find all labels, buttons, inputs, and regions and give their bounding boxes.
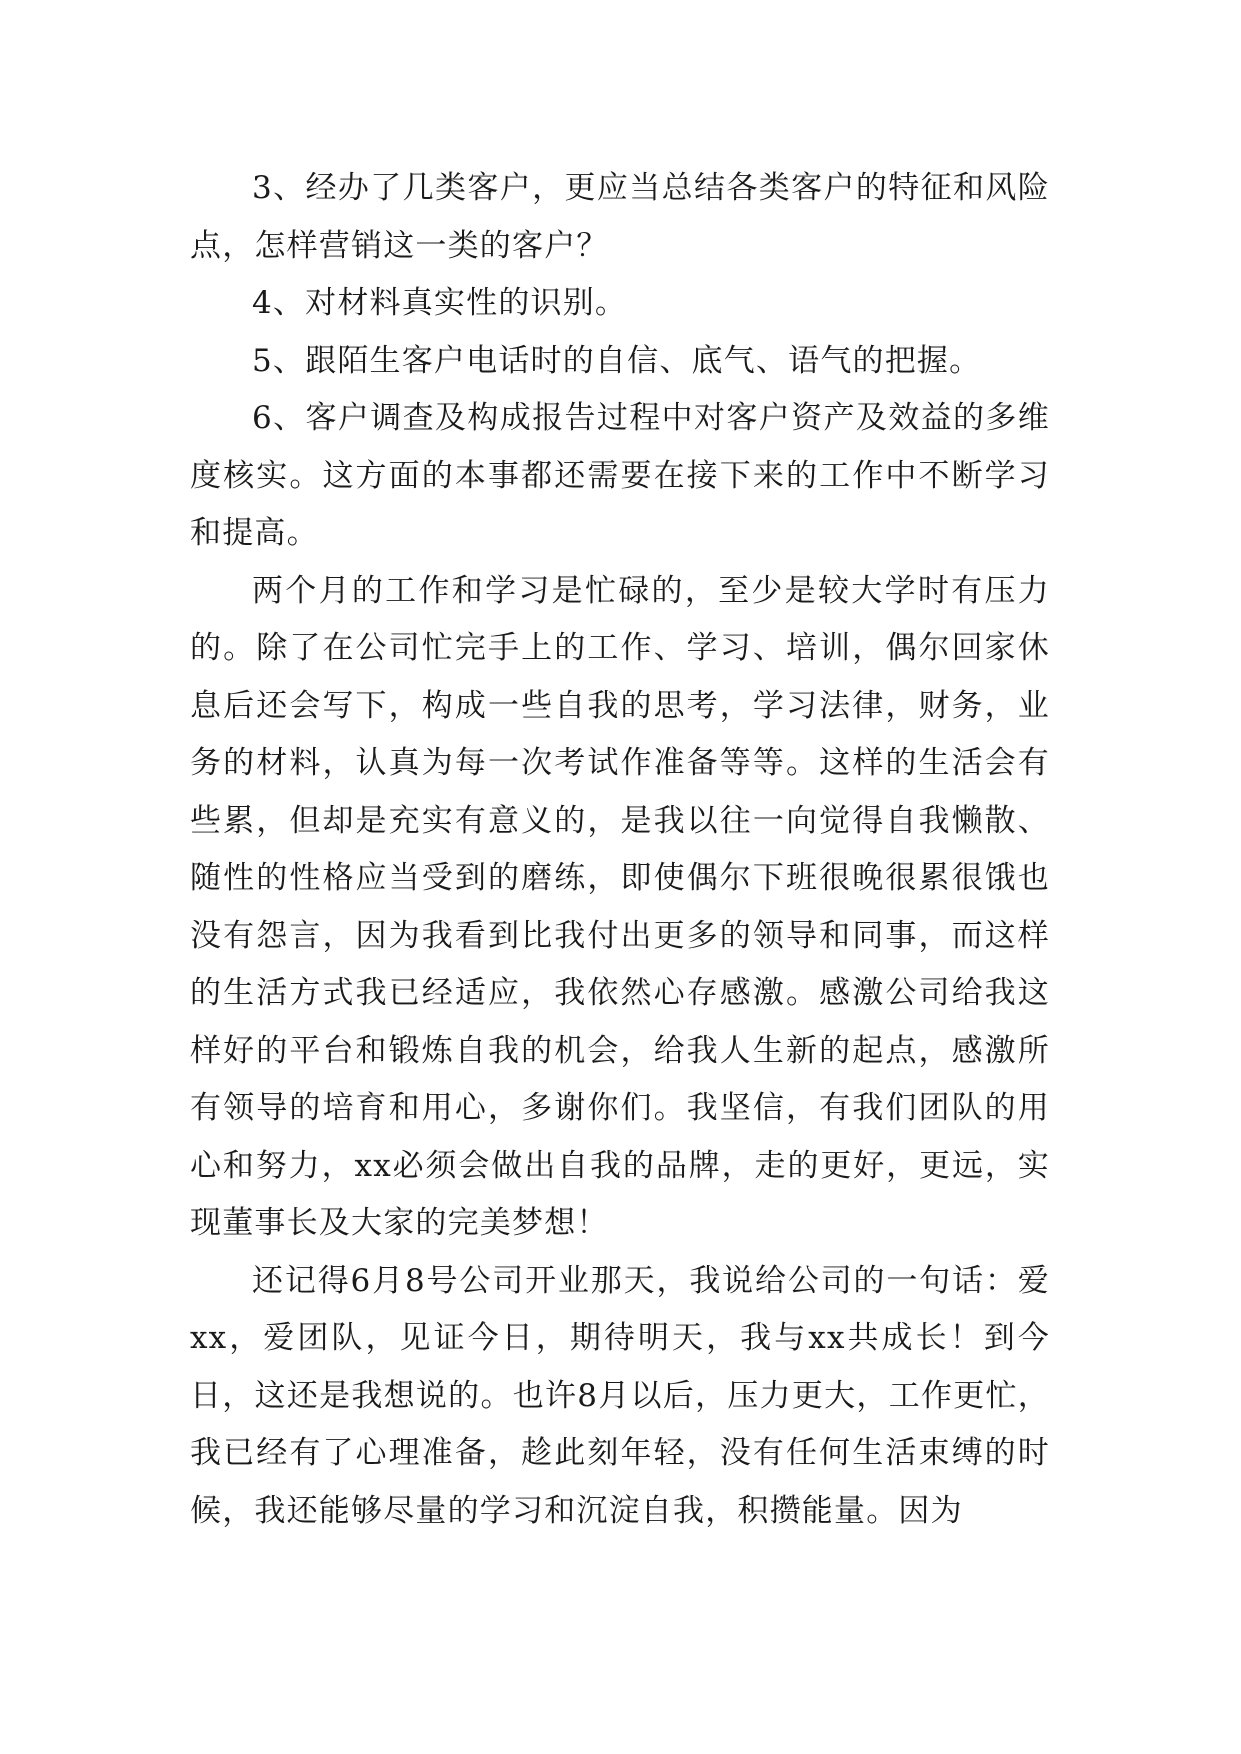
paragraph-item-3: 3、经办了几类客户，更应当总结各类客户的特征和风险点，怎样营销这一类的客户？ xyxy=(190,170,1050,264)
paragraph-item-5: 5、跟陌生客户电话时的自信、底气、语气的把握。 xyxy=(252,342,982,379)
document-body xyxy=(190,160,1050,1540)
paragraph-item-6: 6、客户调查及构成报告过程中对客户资产及效益的多维度核实。这方面的本事都还需要在接下来的工作中不断学习和提高。 xyxy=(190,400,1050,551)
paragraph-reflection: 两个月的工作和学习是忙碌的，至少是较大学时有压力的。除了在公司忙完手上的工作、学习、培训，偶尔回家休息后还会写下，构成一些自我的思考，学习法律，财务，业务的材料，认真为每一次考试作准备等等。这样的生活会有些累，但却是充实有意义的，是我以往一向觉得自我懒散、随性的性格应当受到的磨练，即使偶尔下班很晚很累很饿也没有怨言，因为我看到比我付出更多的领导和同事，而这样的生活方式我已经适应，我依然心存感激。感激公司给我这样好的平台和锻炼自我的机会，给我人生新的起点，感激所有领导的培育和用心，多谢你们。我坚信，有我们团队的用心和努力，xx必须会做出自我的品牌，走的更好，更远，实现董事长及大家的完美梦想！ xyxy=(190,572,1050,1241)
paragraph-opening-day: 还记得6月8号公司开业那天，我说给公司的一句话：爱xx，爱团队，见证今日，期待明天，我与xx共成长！到今日，这还是我想说的。也许8月以后，压力更大，工作更忙，我已经有了心理准备，趁此刻年轻，没有任何生活束缚的时候，我还能够尽量的学习和沉淀自我，积攒能量。因为 xyxy=(190,1262,1050,1529)
paragraph-item-4: 4、对材料真实性的识别。 xyxy=(252,285,628,321)
